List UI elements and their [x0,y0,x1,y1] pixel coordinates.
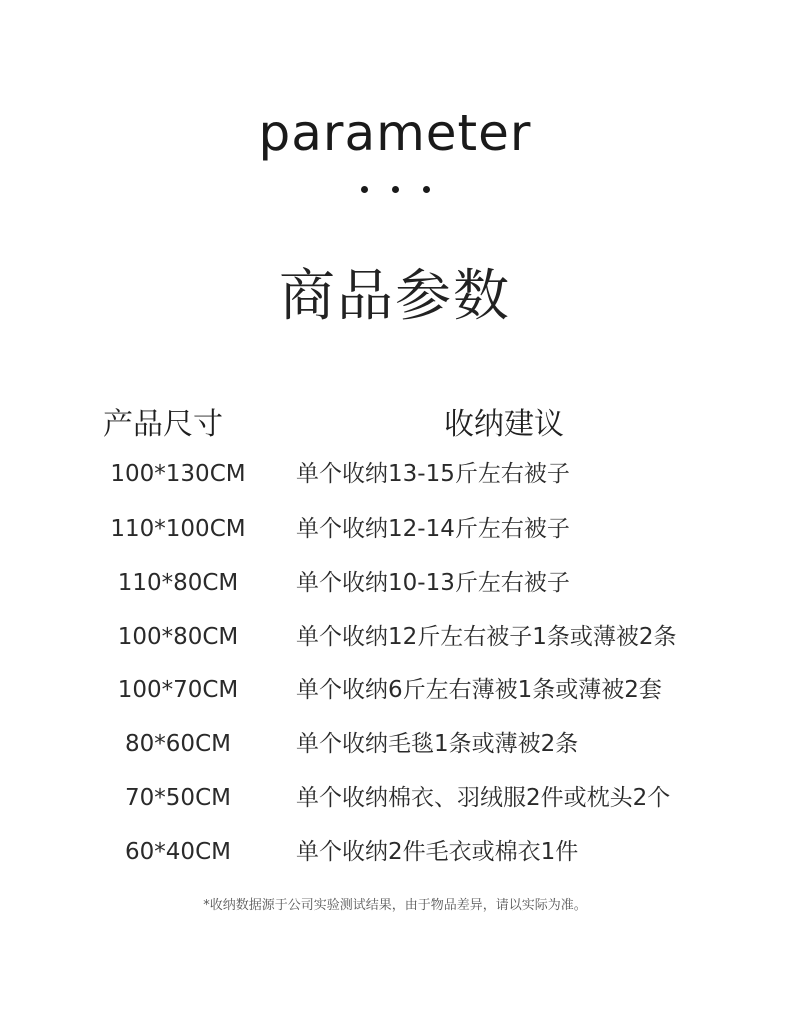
advice-cell: 单个收纳2件毛衣或棉衣1件 [296,839,579,865]
advice-cell: 单个收纳12-14斤左右被子 [296,516,570,542]
advice-cell: 单个收纳12斤左右被子1条或薄被2条 [296,624,677,650]
dots-divider [0,186,790,193]
advice-cell: 单个收纳10-13斤左右被子 [296,570,570,596]
page-title-english: parameter [258,104,532,162]
dot-icon [392,186,399,193]
dot-icon [361,186,368,193]
disclaimer-footnote: *收纳数据源于公司实验测试结果，由于物品差异，请以实际为准。 [203,898,587,913]
column-header-size: 产品尺寸 [103,407,223,442]
size-cell: 100*80CM [117,624,239,650]
size-cell: 110*100CM [110,516,246,542]
size-cell: 100*70CM [117,677,239,703]
column-header-advice: 收纳建议 [444,407,564,442]
table-row [0,778,790,818]
table-row [0,563,790,603]
advice-cell: 单个收纳毛毯1条或薄被2条 [296,731,579,757]
advice-cell: 单个收纳棉衣、羽绒服2件或枕头2个 [296,785,671,811]
size-cell: 110*80CM [117,570,239,596]
size-cell: 100*130CM [110,461,246,487]
table-row [0,617,790,657]
dot-icon [423,186,430,193]
advice-cell: 单个收纳6斤左右薄被1条或薄被2套 [296,677,662,703]
size-cell: 70*50CM [125,785,231,811]
table-row [0,509,790,549]
size-cell: 60*40CM [125,839,231,865]
table-row [0,454,790,494]
table-row [0,670,790,710]
page-title-chinese: 商品参数 [279,264,511,329]
table-row [0,724,790,764]
advice-cell: 单个收纳13-15斤左右被子 [296,461,570,487]
size-cell: 80*60CM [125,731,231,757]
table-row [0,832,790,872]
